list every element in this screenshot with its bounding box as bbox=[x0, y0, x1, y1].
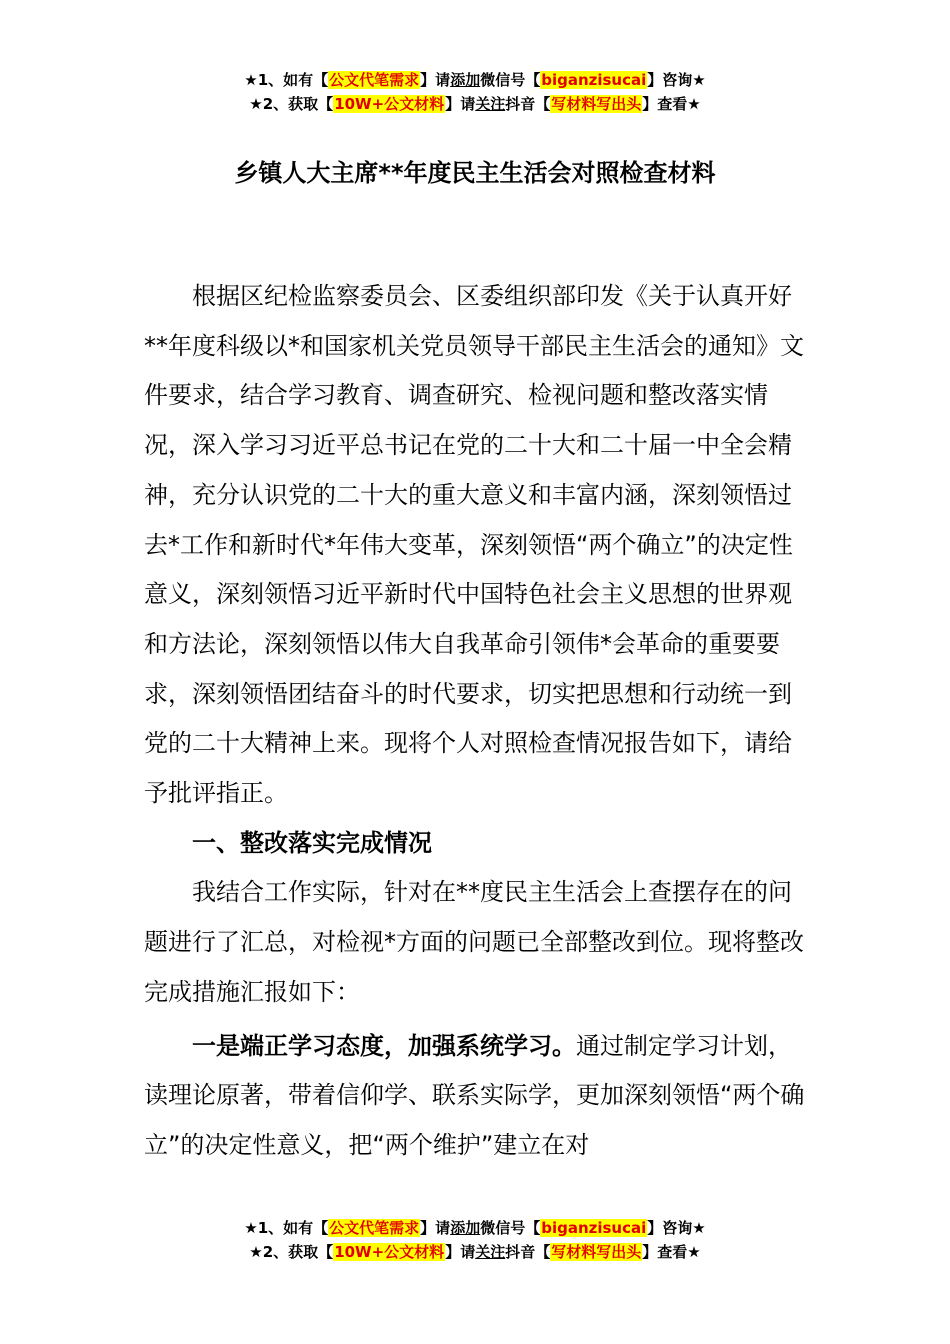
banner-highlight: 10W+公文材料 bbox=[334, 95, 445, 113]
point-lead: 一是端正学习态度，加强系统学习。 bbox=[192, 1031, 576, 1060]
banner-line-1 bbox=[0, 68, 950, 92]
point-body: 通过制定学习计划，读理论原著，带着信仰学、联系实际学，更加深刻领悟“两个确立”的决定性意义，把“两个维护”建立在对 bbox=[144, 1031, 805, 1159]
banner-text: 】咨询★ bbox=[647, 71, 706, 89]
banner-text: 抖音【 bbox=[505, 95, 551, 113]
banner-text: ★2、获取【 bbox=[249, 95, 334, 113]
banner-text: 微信号【 bbox=[480, 71, 541, 89]
banner-highlight: 10W+公文材料 bbox=[334, 1243, 445, 1261]
banner-underline: 添加 bbox=[450, 71, 481, 89]
banner-underline: 关注 bbox=[475, 1243, 506, 1261]
banner-line-2 bbox=[0, 1240, 950, 1264]
document-body bbox=[144, 272, 806, 1171]
banner-highlight: biganzisucai bbox=[541, 1219, 647, 1237]
document-title: 乡镇人大主席**年度民主生活会对照检查材料 bbox=[234, 159, 716, 187]
banner-line-2 bbox=[0, 92, 950, 116]
banner-highlight: biganzisucai bbox=[541, 71, 647, 89]
banner-highlight: 公文代笔需求 bbox=[329, 1219, 420, 1237]
banner-line-1 bbox=[0, 1216, 950, 1240]
banner-highlight: 写材料写出头 bbox=[551, 95, 642, 113]
banner-text: 】请 bbox=[420, 71, 451, 89]
banner-text: 】查看★ bbox=[642, 1243, 701, 1261]
body-paragraph: 我结合工作实际，针对在**度民主生活会上查摆存在的问题进行了汇总，对检视*方面的问题已全部整改到位。现将整改完成措施汇报如下： bbox=[144, 878, 804, 1006]
intro-paragraph: 根据区纪检监察委员会、区委组织部印发《关于认真开好**年度科级以*和国家机关党员领导干部民主生活会的通知》文件要求，结合学习教育、调查研究、检视问题和整改落实情况，深入学习习近平总书记在党的二十大和二十届一中全会精神，充分认识党的二十大的重大意义和丰富内涵，深刻领悟过去*工作和新时代*年伟大变革，深刻领悟“两个确立”的决定性意义，深刻领悟习近平新时代中国特色社会主义思想的世界观和方法论，深刻领悟以伟大自我革命引领伟*会革命的重要要求，深刻领悟团结奋斗的时代要求，切实把思想和行动统一到党的二十大精神上来。现将个人对照检查情况报告如下，请给予批评指正。 bbox=[144, 282, 804, 808]
banner-text: 微信号【 bbox=[480, 1219, 541, 1237]
banner-text: 】请 bbox=[445, 1243, 476, 1261]
banner-text: ★2、获取【 bbox=[249, 1243, 334, 1261]
banner-text: ★1、如有【 bbox=[244, 1219, 329, 1237]
banner-text: 】查看★ bbox=[642, 95, 701, 113]
banner-text: ★1、如有【 bbox=[244, 71, 329, 89]
banner-underline: 关注 bbox=[475, 95, 506, 113]
banner-underline: 添加 bbox=[450, 1219, 481, 1237]
banner-text: 】咨询★ bbox=[647, 1219, 706, 1237]
section-heading: 一、整改落实完成情况 bbox=[192, 828, 432, 857]
banner-highlight: 写材料写出头 bbox=[551, 1243, 642, 1261]
point-paragraph bbox=[144, 1022, 806, 1171]
banner-text: 】请 bbox=[420, 1219, 451, 1237]
footer-banner bbox=[0, 1216, 950, 1264]
header-banner bbox=[0, 68, 950, 116]
banner-text: 】请 bbox=[445, 95, 476, 113]
banner-highlight: 公文代笔需求 bbox=[329, 71, 420, 89]
banner-text: 抖音【 bbox=[505, 1243, 551, 1261]
